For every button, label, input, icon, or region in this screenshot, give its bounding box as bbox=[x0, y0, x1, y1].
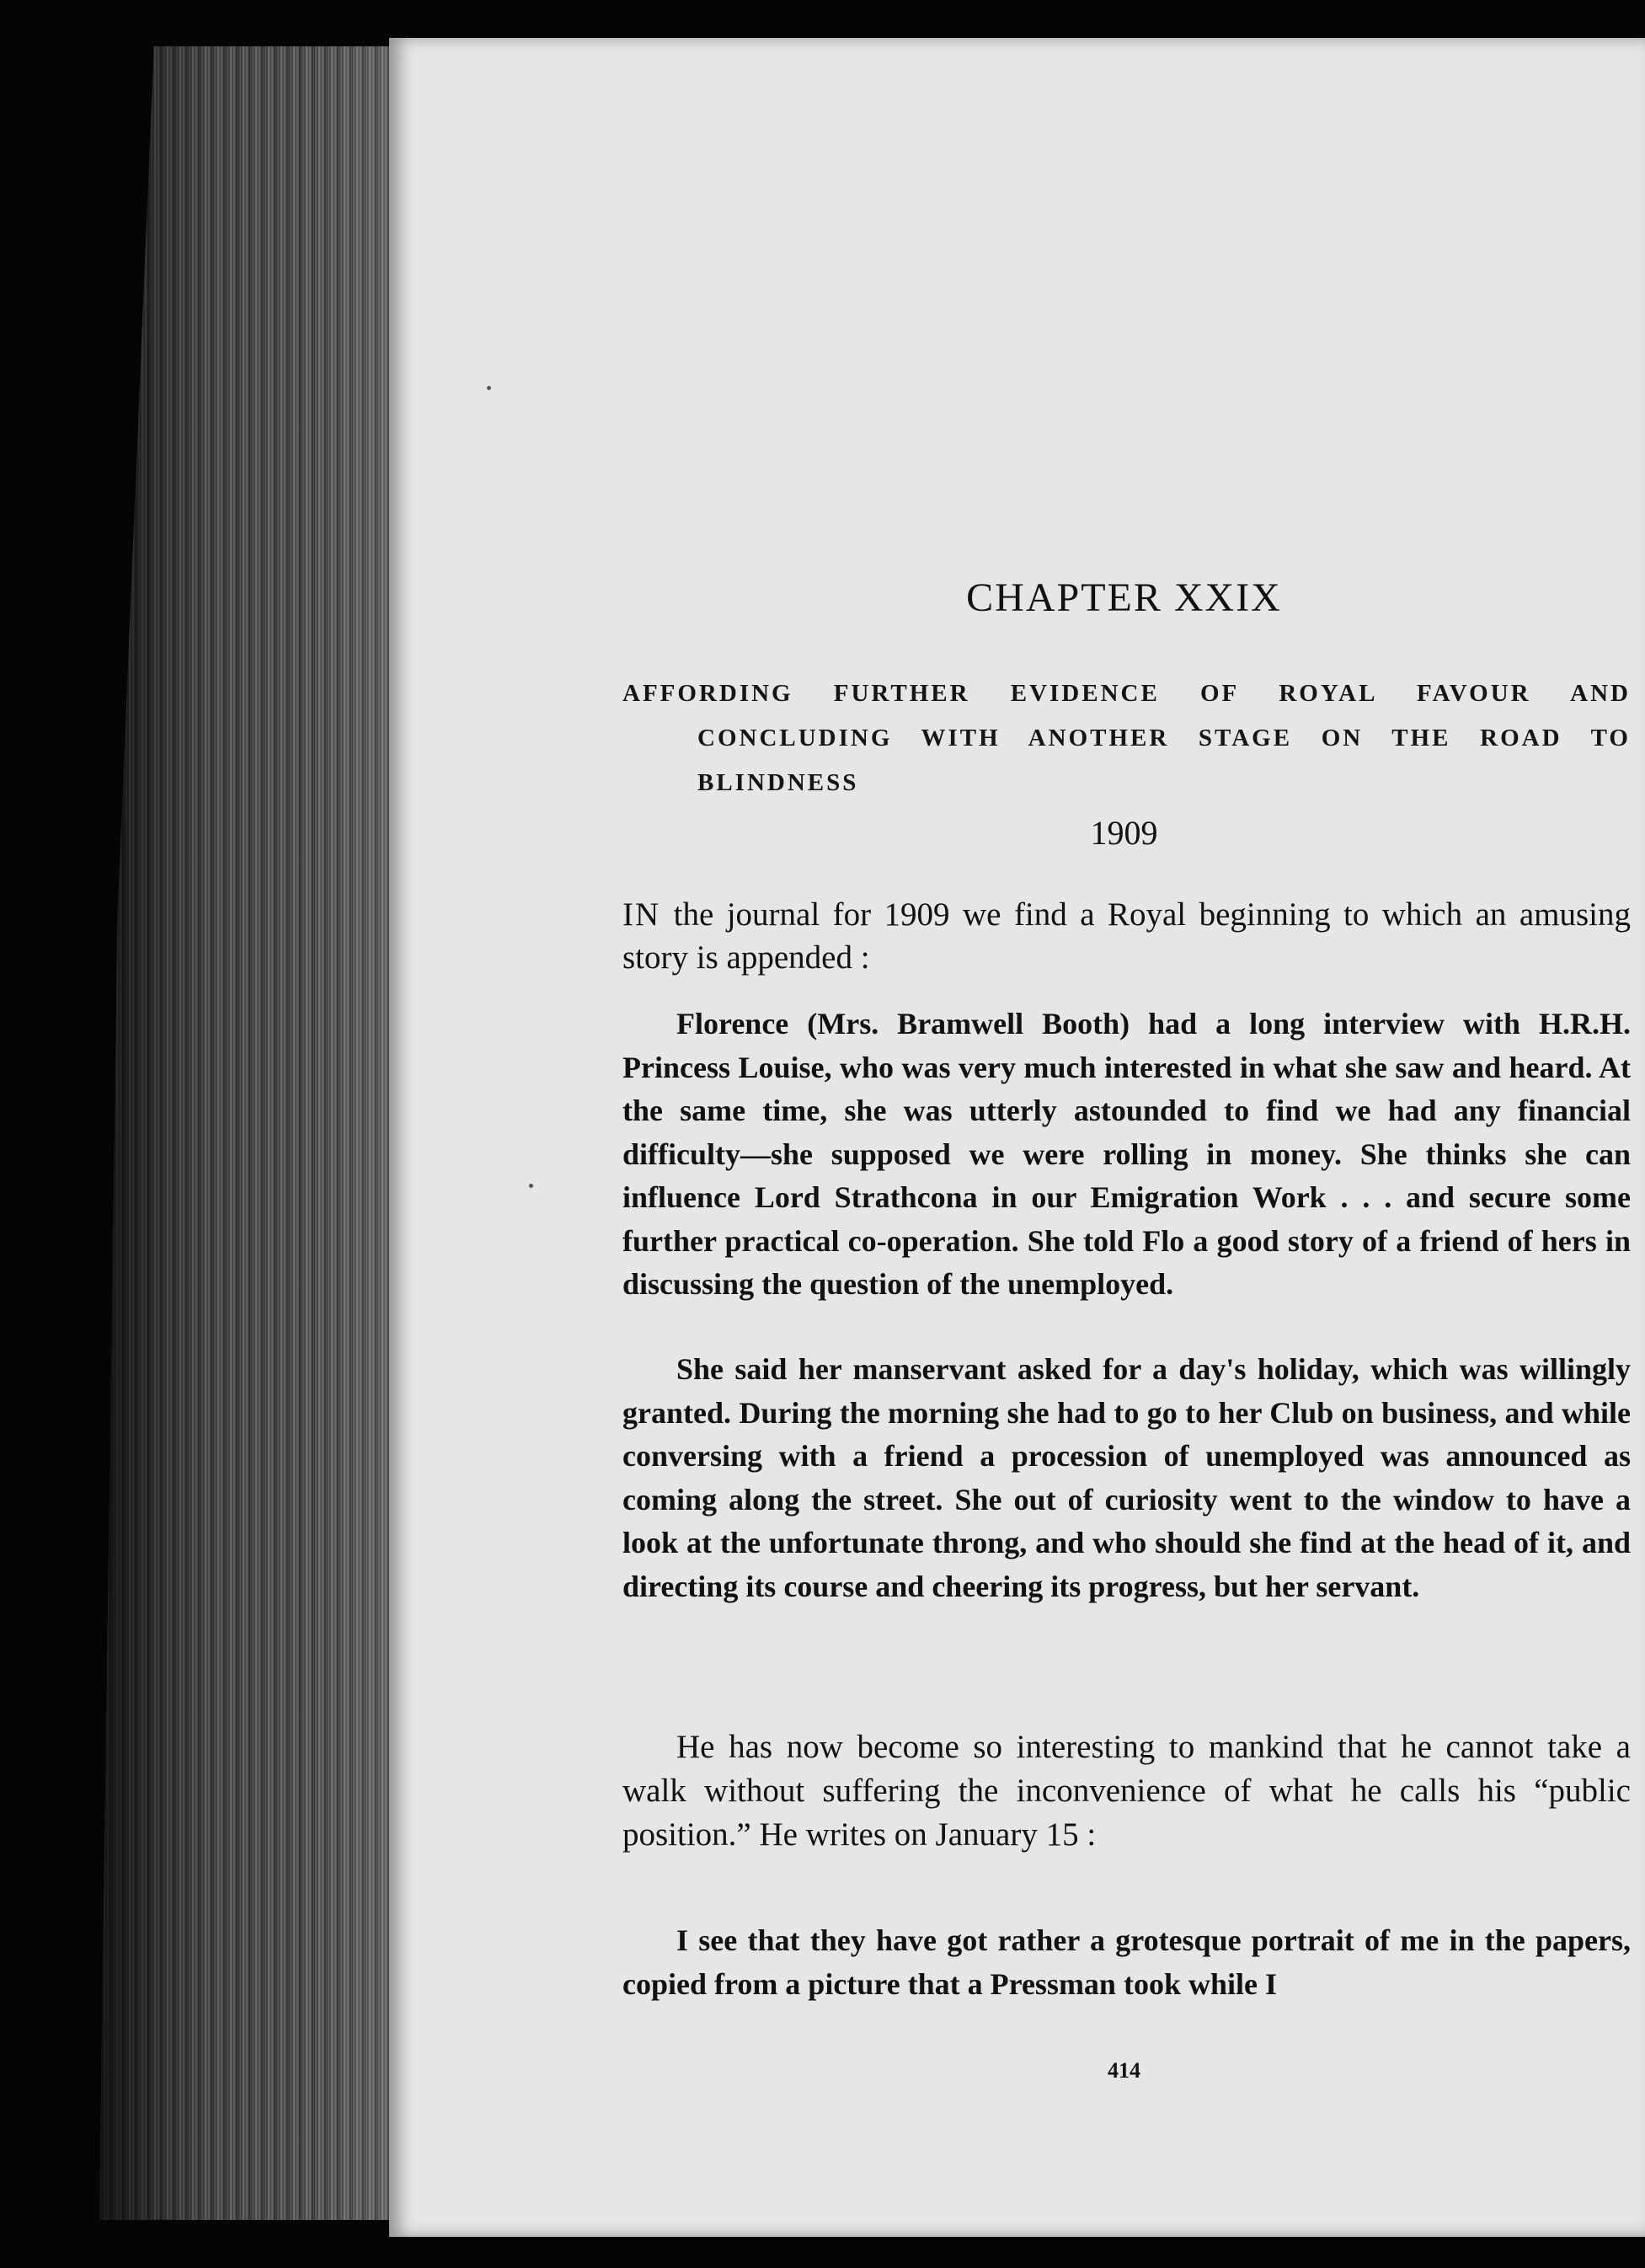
journal-quote-3: I see that they have got rather a grotesque portrait of me in the papers, copied from a picture that a Pressman took while I bbox=[622, 1923, 1631, 2001]
chapter-subtitle: AFFORDING FURTHER EVIDENCE OF ROYAL FAVOUR AND CONCLUDING WITH ANOTHER STAGE ON THE ROAD TO BLINDNESS bbox=[622, 680, 1631, 796]
intro-paragraph bbox=[622, 893, 1631, 979]
scan-speck bbox=[529, 1184, 533, 1188]
book-page-edges-shade bbox=[99, 46, 403, 2220]
scan-speck bbox=[487, 386, 491, 390]
chapter-year: 1909 bbox=[1090, 814, 1158, 852]
intro-text: the journal for 1909 we find a Royal beginning to which an amusing story is appended : bbox=[622, 896, 1631, 976]
body-paragraph-2: He has now become so interesting to mankind that he cannot take a walk without suffering the inconvenience of what he calls his “public position.” He writes on January 15 : bbox=[622, 1729, 1631, 1853]
journal-quote-2: She said her manservant asked for a day's holiday, which was willingly granted. During the morning she had to go to her Club on business, and while conversing with a friend a procession of unemployed was announced as coming along the street. She out of curiosity went to the window to have a look at the unfortunate throng, and who should she find at the head of it, and directing its course and cheering its progress, but her servant. bbox=[622, 1352, 1631, 1603]
intro-first-word: IN bbox=[622, 896, 661, 933]
journal-quote-1: Florence (Mrs. Bramwell Booth) had a long interview with H.R.H. Princess Louise, who was very much interested in what she saw and heard. At the same time, she was utterly astounded to find we had any financial difficulty—she supposed we were rolling in money. She thinks she can influence Lord Strathcona in our Emigration Work . . . and secure some further practical co-operation. She told Flo a good story of a friend of hers in discussing the question of the unemployed. bbox=[622, 1007, 1631, 1301]
chapter-title: CHAPTER XXIX bbox=[966, 575, 1282, 620]
page-number: 414 bbox=[1108, 2058, 1140, 2083]
